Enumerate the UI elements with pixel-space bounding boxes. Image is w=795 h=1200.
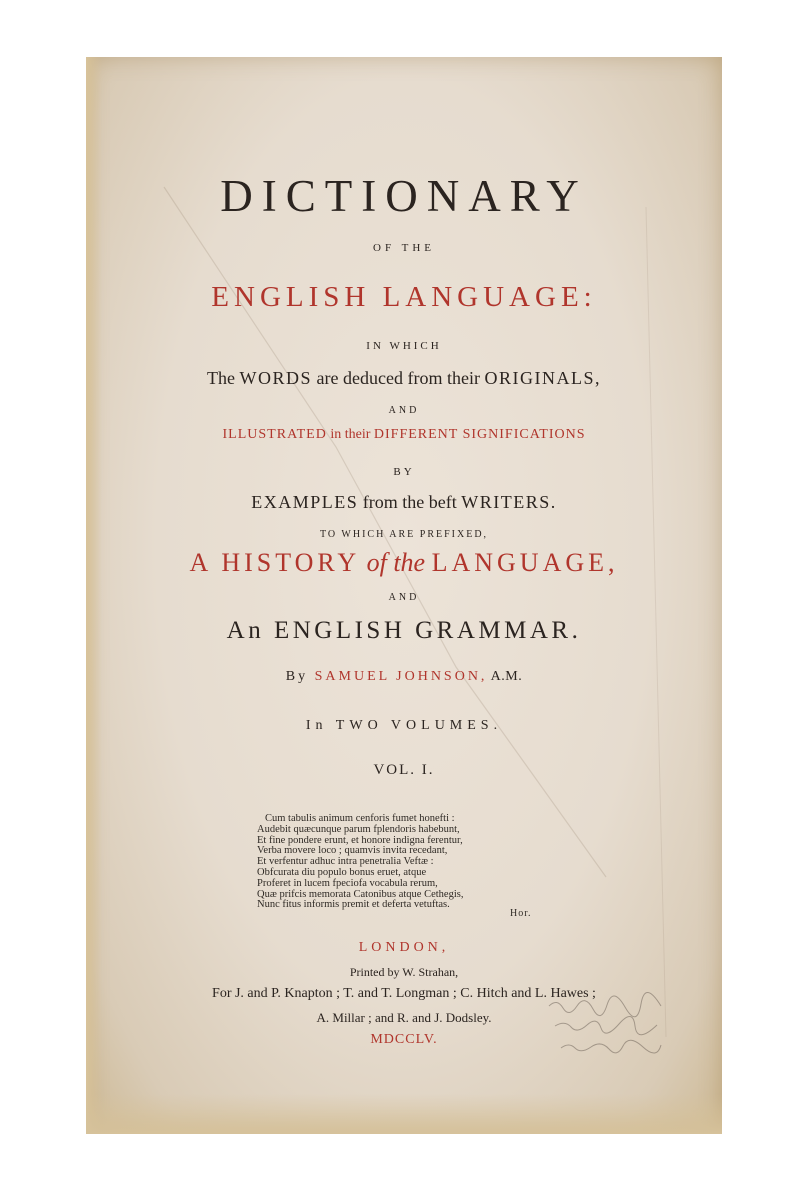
text-fragment: The — [207, 368, 240, 388]
epigraph-line: Quæ prifcis memorata Catonibus atque Cethegis, — [257, 888, 464, 900]
title-and-2: AND — [388, 592, 420, 603]
text-fragment: SAMUEL JOHNSON, — [314, 669, 488, 684]
title-vol: VOL. I. — [373, 762, 435, 778]
title-author — [86, 669, 722, 685]
text-fragment: ORIGINALS, — [484, 368, 601, 388]
title-illustrated — [86, 427, 722, 443]
imprint-booksellers: For J. and P. Knapton ; T. and T. Longman ; C. Hitch and L. Hawes ; — [212, 986, 596, 1001]
text-fragment: WORDS — [239, 368, 313, 388]
title-history — [86, 548, 722, 578]
title-by-1: BY — [393, 466, 415, 478]
title-and-1: AND — [388, 405, 420, 416]
imprint-city: LONDON, — [358, 940, 450, 955]
text-fragment: WRITERS. — [461, 492, 557, 512]
title-of-the: OF THE — [373, 242, 435, 254]
title-english-language: ENGLISH LANGUAGE: — [211, 281, 597, 313]
epigraph-line: Verba movere loco ; quamvis invita recedant, — [257, 845, 448, 857]
text-fragment: By — [285, 669, 315, 684]
epigraph-line: Cum tabulis animum cenforis fumet honefti : — [265, 813, 455, 824]
text-fragment: in their — [326, 427, 374, 442]
text-fragment: are deduced from their — [312, 368, 485, 388]
imprint-printer: Printed by W. Strahan, — [349, 965, 459, 979]
epigraph-line: Nunc fitus informis premit et deferta vetuftas. — [257, 899, 450, 911]
text-fragment: LANGUAGE, — [431, 548, 619, 577]
epigraph-line: Audebit quæcunque parum fplendoris habebunt, — [257, 823, 460, 835]
text-fragment: EXAMPLES — [251, 492, 359, 512]
text-fragment: from the beft — [358, 492, 462, 512]
title-words-deduced — [86, 368, 722, 389]
imprint-date: MDCCLV. — [370, 1032, 438, 1047]
title-page — [86, 57, 722, 1134]
latin-epigraph — [257, 814, 527, 911]
text-fragment: A.M. — [487, 669, 523, 684]
epigraph-line: Et fine pondere erunt, et honore indigna ferentur, — [257, 834, 463, 846]
title-in-which: IN WHICH — [366, 340, 442, 352]
text-fragment: ILLUSTRATED — [222, 427, 327, 442]
epigraph-line: Proferet in lucem fpeciofa vocabula rerum, — [257, 877, 438, 889]
text-fragment: A HISTORY — [189, 548, 361, 577]
epigraph-line: Obfcurata diu populo bonus eruet, atque — [257, 866, 427, 878]
title-dictionary: DICTIONARY — [220, 171, 588, 221]
title-examples — [86, 492, 722, 513]
title-volumes: In TWO VOLUMES. — [305, 718, 503, 733]
imprint-booksellers-2: A. Millar ; and R. and J. Dodsley. — [316, 1010, 492, 1025]
title-prefixed: TO WHICH ARE PREFIXED, — [319, 529, 489, 540]
text-fragment: DIFFERENT SIGNIFICATIONS — [373, 427, 586, 442]
title-english-grammar: An ENGLISH GRAMMAR. — [226, 617, 582, 644]
epigraph-attribution: Hor. — [510, 908, 532, 919]
text-fragment: of the — [360, 548, 432, 577]
epigraph-line: Et verfentur adhuc intra penetralia Veftæ : — [257, 856, 434, 868]
manuscript-annotation — [541, 992, 701, 1072]
